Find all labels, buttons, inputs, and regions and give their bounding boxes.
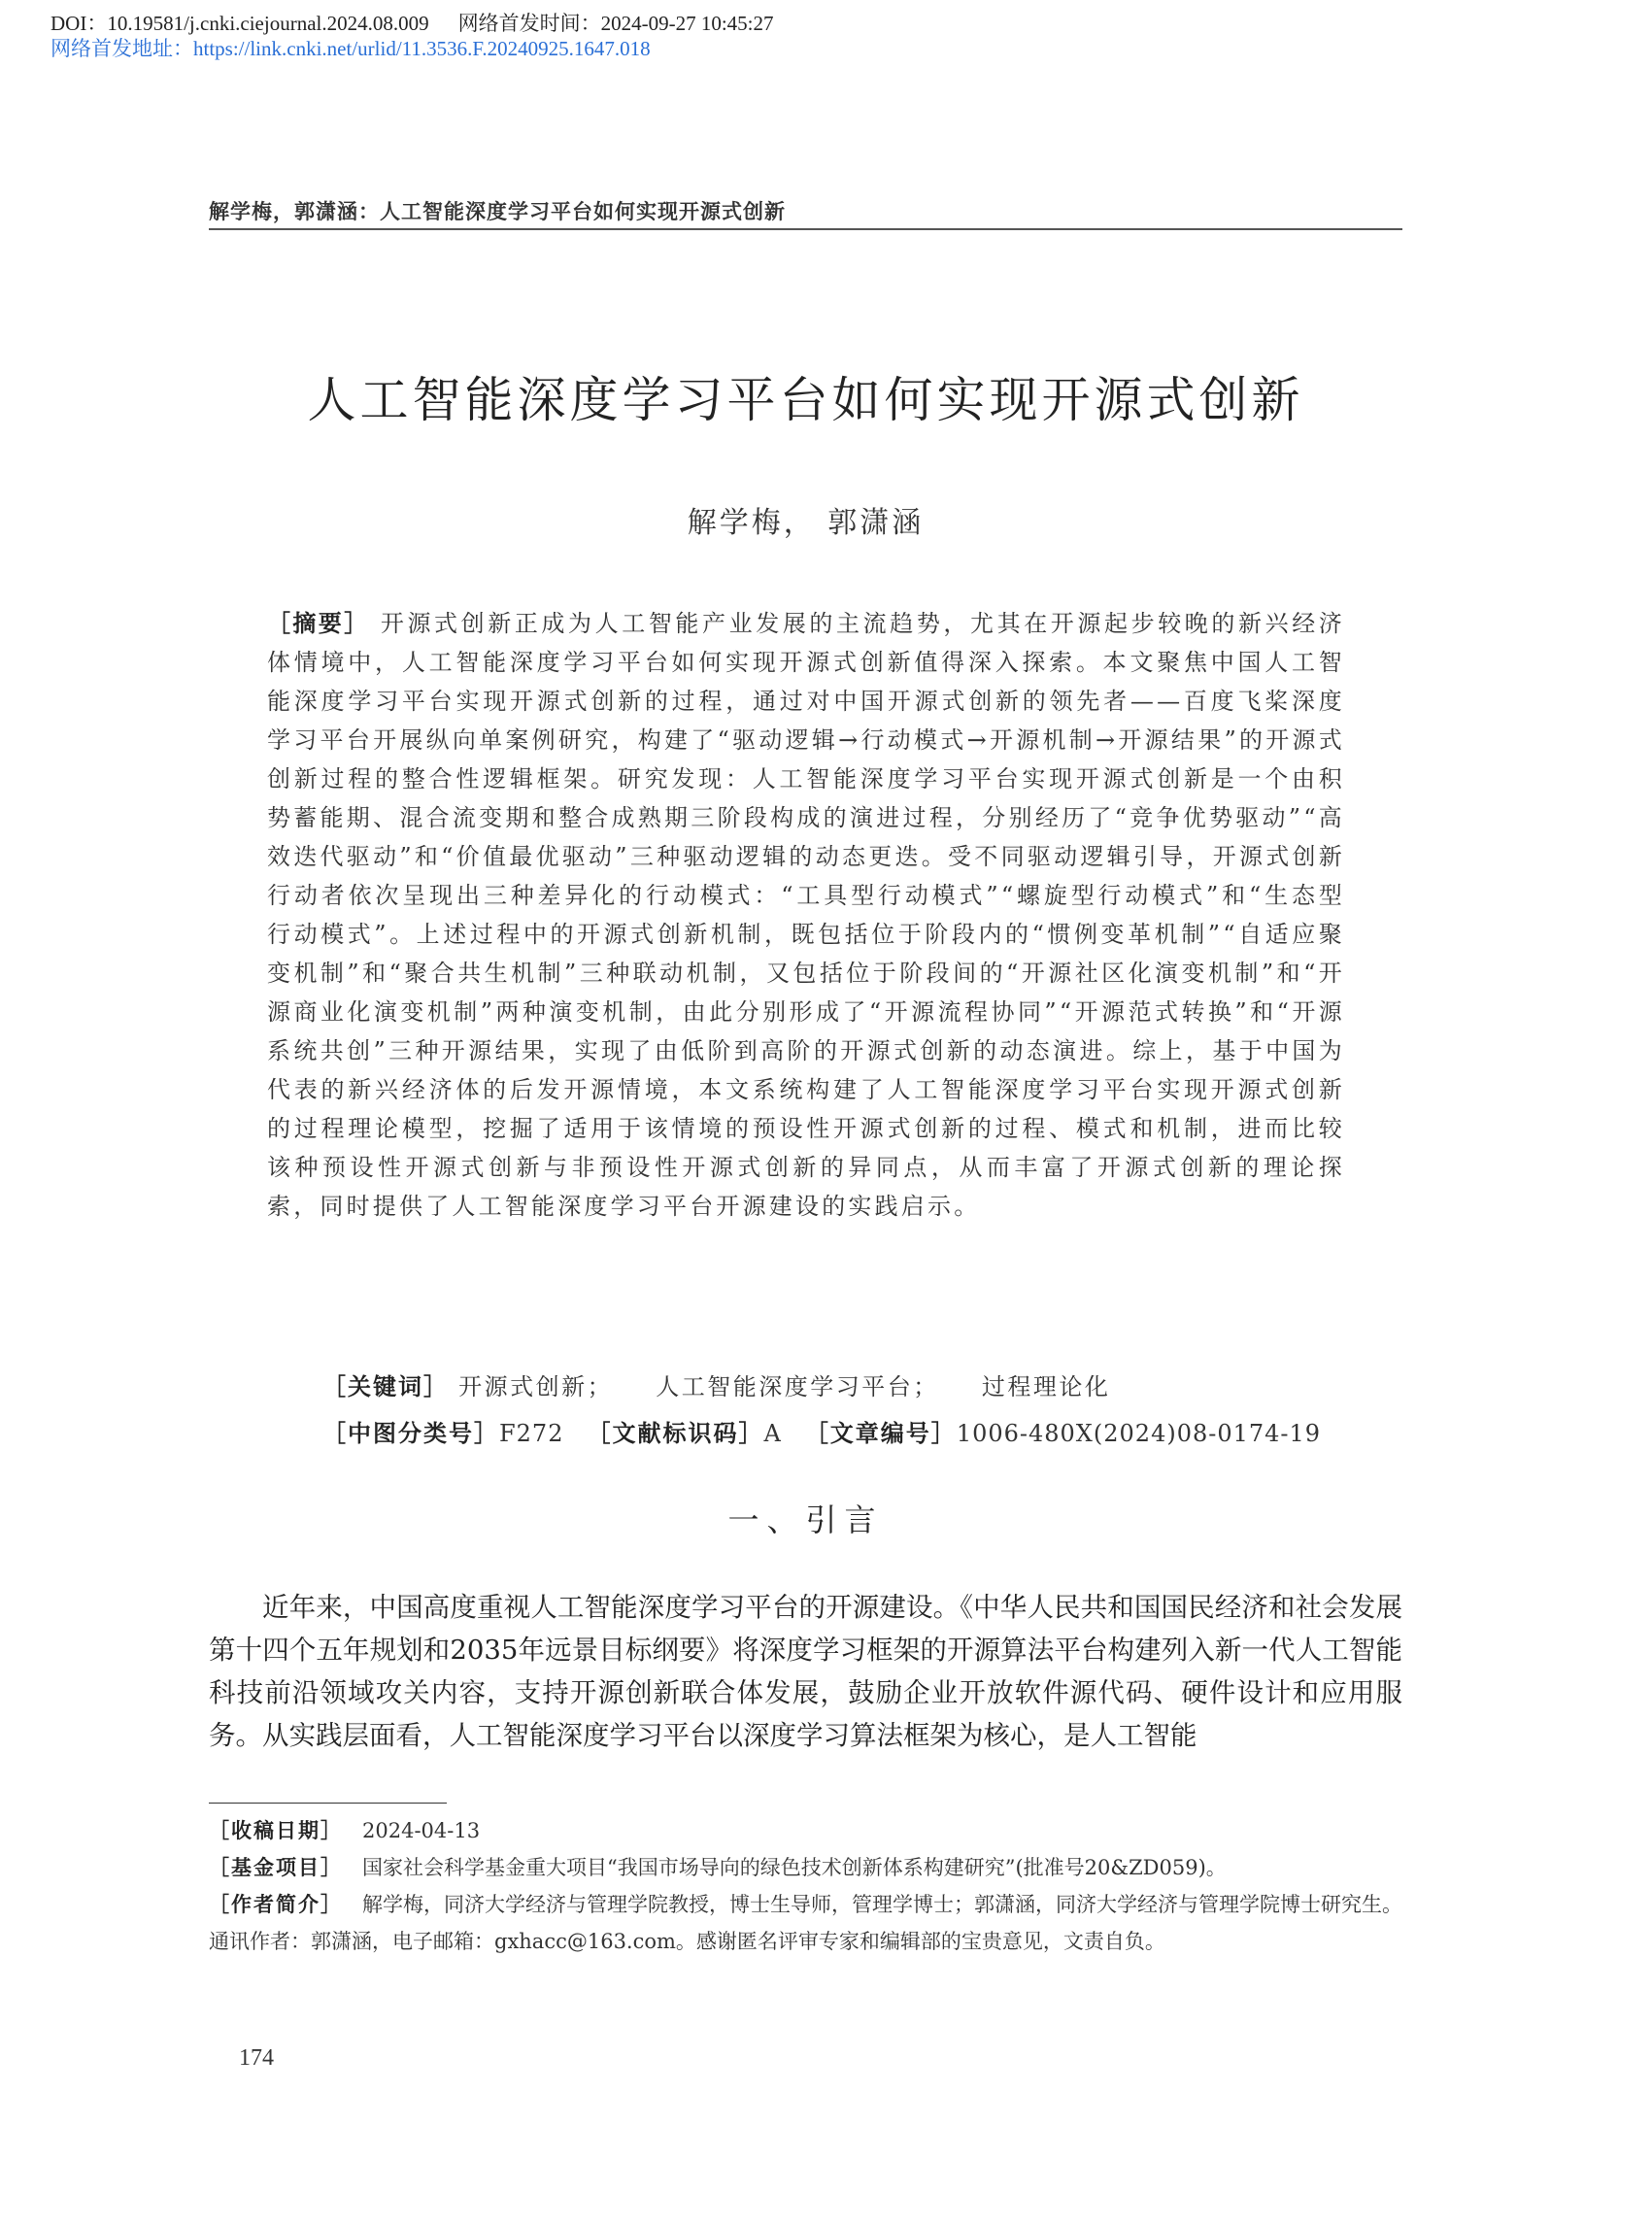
doi: DOI：10.19581/j.cnki.ciejournal.2024.08.009 — [51, 12, 429, 35]
intro-paragraph: 近年来，中国高度重视人工智能深度学习平台的开源建设。《中华人民共和国国民经济和社会发展第十四个五年规划和2035年远景目标纲要》将深度学习框架的开源算法平台构建列入新一代人工智能科技前沿领域攻关内容，支持开源创新联合体发展，鼓励企业开放软件源代码、硬件设计和应用服务。从实践层面看，人工智能深度学习平台以深度学习算法框架为核心，是人工智能 — [209, 1592, 1402, 1751]
received-value: 2024-04-13 — [362, 1819, 481, 1842]
abstract — [267, 604, 1345, 1226]
fund-value: 国家社会科学基金重大项目“我国市场导向的绿色技术创新体系构建研究”(批准号20&ZD059)。 — [362, 1856, 1227, 1879]
running-head: 解学梅，郭潇涵：人工智能深度学习平台如何实现开源式创新 — [209, 200, 786, 223]
fund-label: ［基金项目］ — [209, 1856, 343, 1879]
doc-code-value: A — [763, 1420, 782, 1447]
abstract-text: 开源式创新正成为人工智能产业发展的主流趋势，尤其在开源起步较晚的新兴经济体情境中，人工智能深度学习平台如何实现开源式创新值得深入探索。本文聚焦中国人工智能深度学习平台实现开源式创新的过程，通过对中国开源式创新的领先者——百度飞桨深度学习平台开展纵向单案例研究，构建了“驱动逻辑→行动模式→开源机制→开源结果”的开源式创新过程的整合性逻辑框架。研究发现：人工智能深度学习平台实现开源式创新是一个由积势蓄能期、混合流变期和整合成熟期三阶段构成的演进过程，分别经历了“竞争优势驱动”“高效迭代驱动”和“价值最优驱动”三种驱动逻辑的动态更迭。受不同驱动逻辑引导，开源式创新行动者依次呈现出三种差异化的行动模式：“工具型行动模式”“螺旋型行动模式”和“生态型行动模式”。上述过程中的开源式创新机制，既包括位于阶段内的“惯例变革机制”“自适应聚变机制”和“聚合共生机制”三种联动机制，又包括位于阶段间的“开源社区化演变机制”和“开源商业化演变机制”两种演变机制，由此分别形成了“开源流程协同”“开源范式转换”和“开源系统共创”三种开源结果，实现了由低阶到高阶的开源式创新的动态演进。综上，基于中国为代表的新兴经济体的后发开源情境，本文系统构建了人工智能深度学习平台实现开源式创新的过程理论模型，挖掘了适用于该情境的预设性开源式创新的过程、模式和机制，进而比较该种预设性开源式创新与非预设性开源式创新的异同点，从而丰富了开源式创新的理论探索，同时提供了人工智能深度学习平台开源建设的实践启示。 — [267, 610, 1345, 1220]
keyword: 人工智能深度学习平台； — [656, 1373, 939, 1400]
article-no-value: 1006-480X(2024)08-0174-19 — [956, 1420, 1322, 1447]
keywords — [322, 1367, 1143, 1401]
section-heading: 一、引言 — [727, 1501, 884, 1538]
clc-label: ［中图分类号］ — [322, 1420, 499, 1447]
online-pub-url[interactable]: 网络首发地址：https://link.cnki.net/urlid/11.3536.F.20240925.1647.018 — [51, 37, 651, 60]
footnote-received — [209, 1812, 1402, 1849]
intro-body — [209, 1586, 1402, 1757]
article-no-label: ［文章编号］ — [804, 1420, 957, 1447]
keywords-label: ［关键词］ — [322, 1373, 449, 1400]
footnote-fund — [209, 1849, 1402, 1886]
footnote-rule — [209, 1803, 447, 1804]
article-title: 人工智能深度学习平台如何实现开源式创新 — [307, 372, 1304, 428]
footnotes — [209, 1812, 1402, 1960]
clc-value: F272 — [499, 1420, 564, 1447]
author-value: 解学梅，同济大学经济与管理学院教授，博士生导师，管理学博士；郭潇涵，同济大学经济与管理学院博士研究生。通讯作者：郭潇涵，电子邮箱：gxhacc@163.com。感谢匿名评审专家和编辑部的宝贵意见，文责自负。 — [209, 1893, 1402, 1953]
author-label: ［作者简介］ — [209, 1893, 343, 1916]
abstract-label: ［摘要］ — [267, 610, 370, 637]
keyword: 开源式创新； — [458, 1373, 614, 1400]
doc-code-label: ［文献标识码］ — [587, 1420, 764, 1447]
header-rule — [209, 228, 1402, 230]
received-label: ［收稿日期］ — [209, 1819, 343, 1842]
classification-line — [322, 1414, 1321, 1448]
keyword: 过程理论化 — [981, 1373, 1111, 1400]
page-number: 174 — [239, 2045, 274, 2071]
online-pub-time: 网络首发时间：2024-09-27 10:45:27 — [457, 12, 774, 35]
footnote-author — [209, 1886, 1402, 1960]
authors: 解学梅， 郭潇涵 — [687, 506, 925, 540]
